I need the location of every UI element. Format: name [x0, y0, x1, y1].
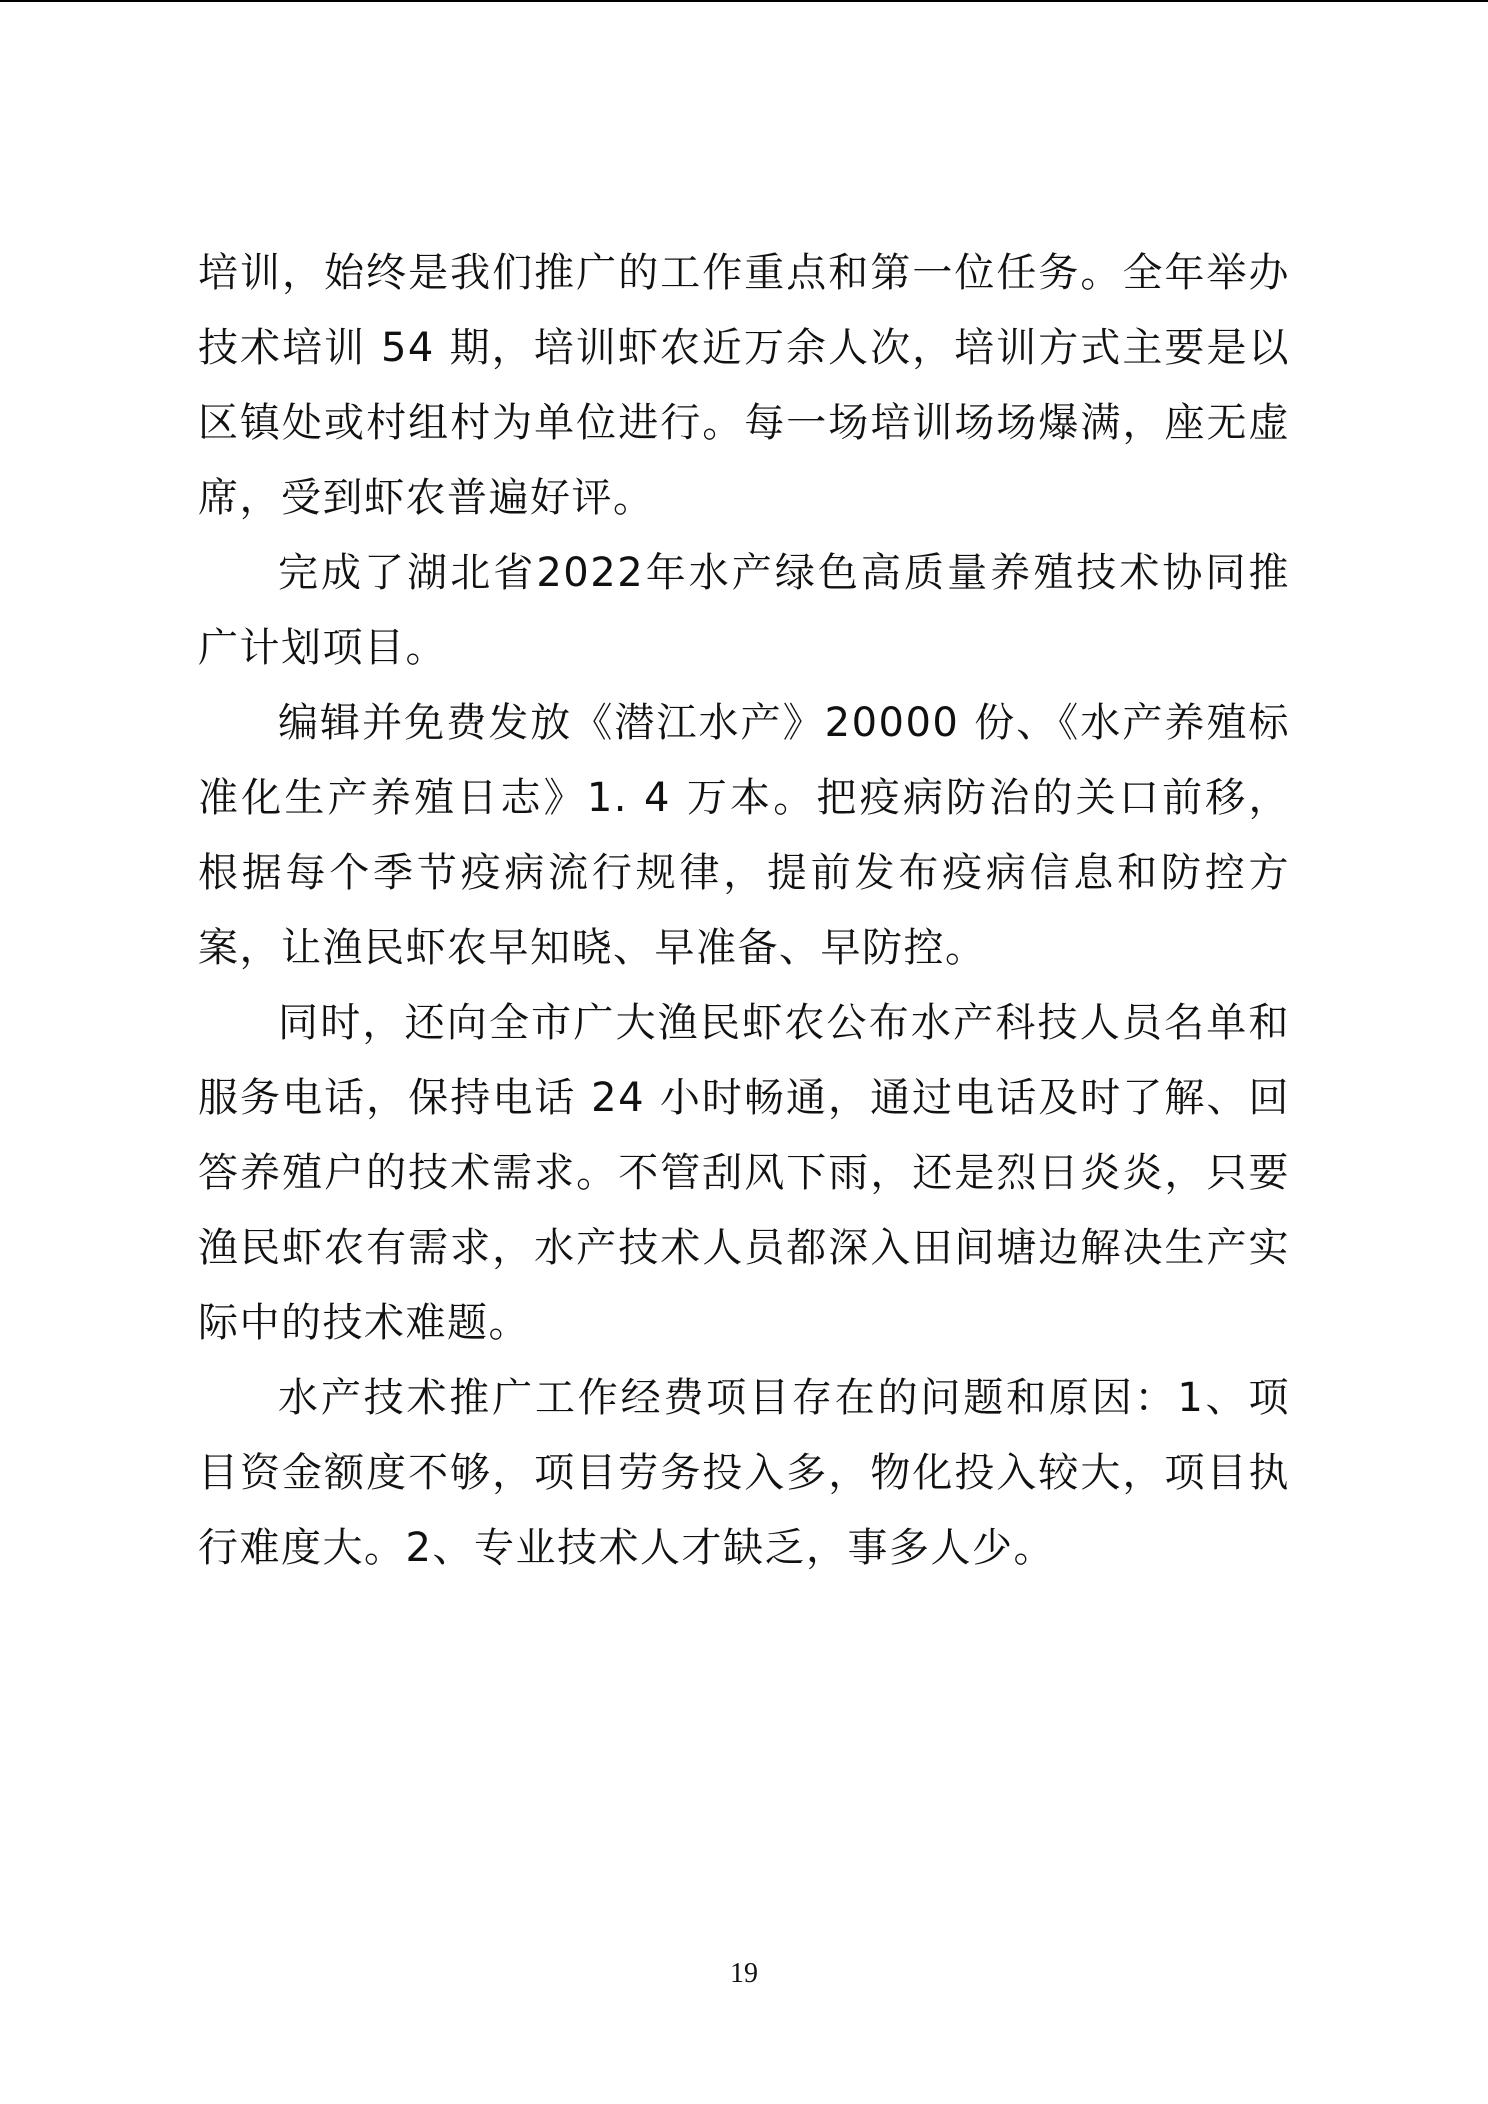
- paragraph-problems-causes: 水产技术推广工作经费项目存在的问题和原因：1、项目资金额度不够，项目劳务投入多，物化投入较大，项目执行难度大。2、专业技术人才缺乏，事多人少。: [198, 1375, 1290, 1571]
- paragraph-training: 培训，始终是我们推广的工作重点和第一位任务。全年举办技术培训 54 期，培训虾农近万余人次，培训方式主要是以区镇处或村组村为单位进行。每一场培训场场爆满，座无虚席，受到虾农普遍好评。: [198, 250, 1290, 521]
- page-number: 19: [730, 1958, 758, 1989]
- paragraph-project-completion: 完成了湖北省2022年水产绿色高质量养殖技术协同推广计划项目。: [198, 550, 1290, 671]
- body-text: [198, 236, 1290, 1586]
- paragraph-publications: 编辑并免费发放《潜江水产》20000 份、《水产养殖标准化生产养殖日志》1. 4 万本。把疫病防治的关口前移，根据每个季节疫病流行规律，提前发布疫病信息和防控方案，让渔民虾农早知晓、早准备、早防控。: [198, 700, 1290, 971]
- top-border-line: [0, 0, 1488, 2]
- paragraph-hotline-service: 同时，还向全市广大渔民虾农公布水产科技人员名单和服务电话，保持电话 24 小时畅通，通过电话及时了解、回答养殖户的技术需求。不管刮风下雨，还是烈日炎炎，只要渔民虾农有需求，水产技术人员都深入田间塘边解决生产实际中的技术难题。: [198, 1000, 1290, 1346]
